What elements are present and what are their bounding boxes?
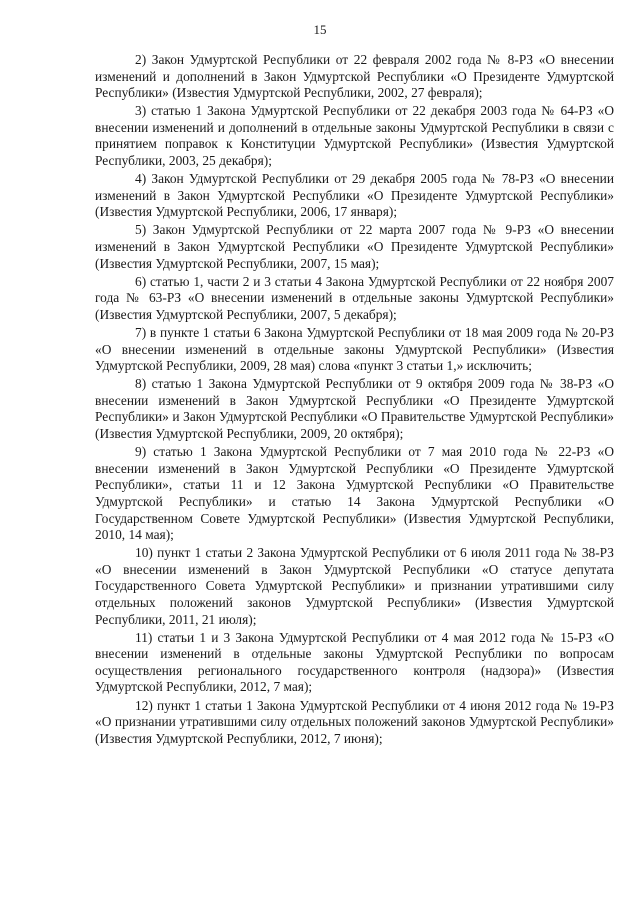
page-number: 15 [313,22,327,37]
list-item: 8) статью 1 Закона Удмуртской Республики от 9 октября 2009 года № 38-РЗ «О внесении изменений в Закон Удмуртской Республики «О Президенте Удмуртской Республики» и Закон Удмуртской Республики «О Правительстве Удмуртской Республики» (Известия Удмуртской Республики, 2009, 20 октября); [95,376,614,442]
list-item: 4) Закон Удмуртской Республики от 29 декабря 2005 года № 78-РЗ «О внесении изменений в Закон Удмуртской Республики «О Президенте Удмуртской Республики» (Известия Удмуртской Республики, 2006, 17 января); [95,171,614,220]
document-body [95,52,614,749]
list-item: 3) статью 1 Закона Удмуртской Республики от 22 декабря 2003 года № 64-РЗ «О внесении изменений и дополнений в отдельные законы Удмуртской Республики в связи с принятием поправок к Конституции Удмуртской Республики» (Известия Удмуртской Республики, 2003, 25 декабря); [95,103,614,169]
list-item: 7) в пункте 1 статьи 6 Закона Удмуртской Республики от 18 мая 2009 года № 20-РЗ «О внесении изменений в отдельные законы Удмуртской Республики» (Известия Удмуртской Республики, 2009, 28 мая) слова «пункт 3 статьи 1,» исключить; [95,325,614,374]
list-item: 6) статью 1, части 2 и 3 статьи 4 Закона Удмуртской Республики от 22 ноября 2007 года № 63-РЗ «О внесении изменений в отдельные законы Удмуртской Республики» (Известия Удмуртской Республики, 2007, 5 декабря); [95,273,614,322]
list-item: 11) статьи 1 и 3 Закона Удмуртской Республики от 4 мая 2012 года № 15-РЗ «О внесении изменений в отдельные законы Удмуртской Республики по вопросам осуществления регионального государственного контроля (надзора)» (Известия Удмуртской Республики, 2012, 7 мая); [95,629,614,695]
list-item: 9) статью 1 Закона Удмуртской Республики от 7 мая 2010 года № 22-РЗ «О внесении изменений в Закон Удмуртской Республики «О Президенте Удмуртской Республики», статьи 11 и 12 Закона Удмуртской Республики «О Правительстве Удмуртской Республики» и статью 14 Закона Удмуртской Республики «О Государственном Совете Удмуртской Республики» (Известия Удмуртской Республики, 2010, 14 мая); [95,444,614,543]
list-item: 5) Закон Удмуртской Республики от 22 марта 2007 года № 9-РЗ «О внесении изменений в Закон Удмуртской Республики «О Президенте Удмуртской Республики» (Известия Удмуртской Республики, 2007, 15 мая); [95,222,614,271]
list-item: 2) Закон Удмуртской Республики от 22 февраля 2002 года № 8-РЗ «О внесении изменений и дополнений в Закон Удмуртской Республики «О Президенте Удмуртской Республики» (Известия Удмуртской Республики, 2002, 27 февраля); [95,52,614,101]
list-item: 10) пункт 1 статьи 2 Закона Удмуртской Республики от 6 июля 2011 года № 38-РЗ «О внесении изменений в Закон Удмуртской Республики «О статусе депутата Государственного Совета Удмуртской Республики» и признании утратившими силу отдельных положений законов Удмуртской Республики» (Известия Удмуртской Республики, 2011, 21 июля); [95,545,614,627]
list-item: 12) пункт 1 статьи 1 Закона Удмуртской Республики от 4 июня 2012 года № 19-РЗ «О признании утратившими силу отдельных положений законов Удмуртской Республики» (Известия Удмуртской Республики, 2012, 7 июня); [95,697,614,746]
